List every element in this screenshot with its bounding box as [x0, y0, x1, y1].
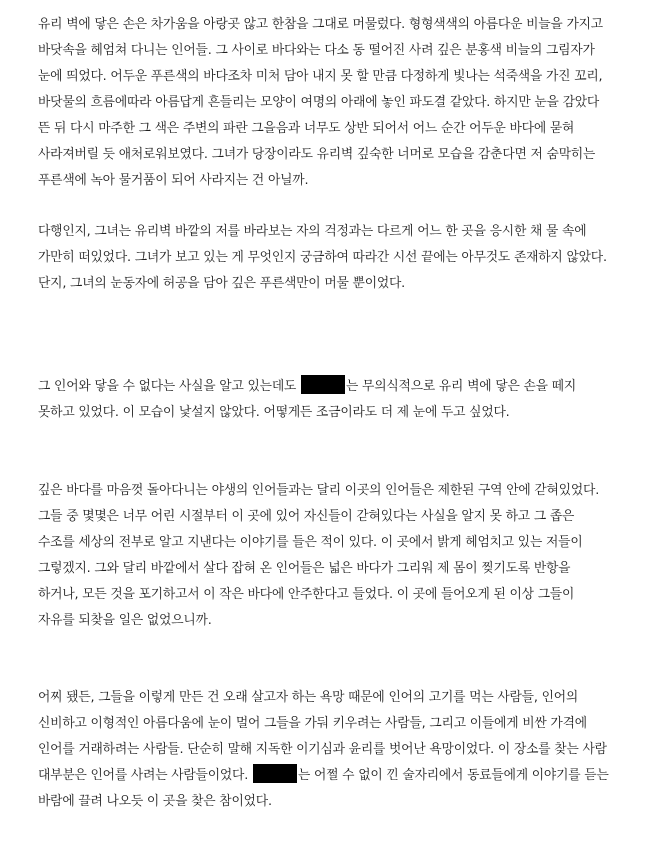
paragraph-2: 다행인지, 그녀는 유리벽 바깥의 저를 바라보는 자의 걱정과는 다르게 어느 한 곳을 응시한 채 물 속에 가만히 떠있었다. 그녀가 보고 있는 게 무엇인지 궁금하여 따라간 시선 끝에는 아무것도 존재하지 않았다. 단지, 그녀의 눈동자에 허공을 담아 깊은 푸른색만이 머물 뿐이었다. — [38, 224, 607, 291]
paragraph-3 — [38, 374, 610, 426]
paragraph-1: 유리 벽에 닿은 손은 차가움을 아랑곳 않고 한참을 그대로 머물렀다. 형형색색의 아름다운 비늘을 가지고 바닷속을 헤엄쳐 다니는 인어들. 그 사이로 바다와는 다소 동 떨어진 사려 깊은 분홍색 비늘의 그림자가 눈에 띄었다. 어두운 푸른색의 바다조차 미처 담아 내지 못 할 만큼 다정하게 빛나는 석죽색을 가진 꼬리, 바닷물의 흐름에따라 아름답게 흔들리는 모양이 여명의 아래에 놓인 파도결 같았다. 하지만 눈을 감았다 뜬 뒤 다시 마주한 그 색은 주변의 파란 그을음과 너무도 상반 되어서 어느 순간 어두운 바다에 묻혀 사라져버릴 듯 애처로워보였다. 그녀가 당장이라도 유리벽 깊숙한 너머로 모습을 감춘다면 저 숨막히는 푸른색에 녹아 물거품이 되어 사라지는 건 아닐까. — [38, 17, 603, 188]
paragraph-5 — [38, 685, 610, 815]
paragraph-5-text-after: 는 어쩔 수 없이 낀 술자리에서 동료들에게 이야기를 듣는 바람에 끌려 나오듯 이 곳을 찾은 참이었다. — [38, 768, 609, 809]
paragraph-4: 깊은 바다를 마음껏 돌아다니는 야생의 인어들과는 달리 이곳의 인어들은 제한된 구역 안에 갇혀있었다. 그들 중 몇몇은 너무 어린 시절부터 이 곳에 있어 자신들이 갇혀있다는 사실을 알지 못 하고 그 좁은 수조를 세상의 전부로 알고 지낸다는 이야기를 들은 적이 있다. 이 곳에서 밝게 헤엄치고 있는 저들이 그렇겠지. 그와 달리 바깥에서 살다 잡혀 온 인어들은 넓은 바다가 그리워 제 몸이 찢기도록 반항을 하거나, 모든 것을 포기하고서 이 작은 바다에 안주한다고 들었다. 이 곳에 들어오게 된 이상 그들이 자유를 되찾을 일은 없었으니까. — [38, 483, 600, 628]
redacted-name-block — [301, 375, 345, 394]
paragraph-5-text-before: 어찌 됐든, 그들을 이렇게 만든 건 오래 살고자 하는 욕망 때문에 인어의 고기를 먹는 사람들, 인어의 신비하고 이형적인 아름다움에 눈이 멀어 그들을 가둬 키우려는 사람들, 그리고 이들에게 비싼 가격에 인어를 거래하려는 사람들. 단순히 말해 지독한 이기심과 윤리를 벗어난 욕망이었다. 이 장소를 찾는 사람 대부분은 인어를 사려는 사람들이었다. — [38, 690, 607, 783]
redacted-name-block — [253, 764, 297, 783]
paragraph-3-text-after: 는 무의식적으로 유리 벽에 닿은 손을 떼지 못하고 있었다. 이 모습이 낯설지 않았다. 어떻게든 조금이라도 더 제 눈에 두고 싶었다. — [38, 379, 576, 420]
paragraph-3-text-before: 그 인어와 닿을 수 없다는 사실을 알고 있는데도 — [38, 379, 301, 394]
